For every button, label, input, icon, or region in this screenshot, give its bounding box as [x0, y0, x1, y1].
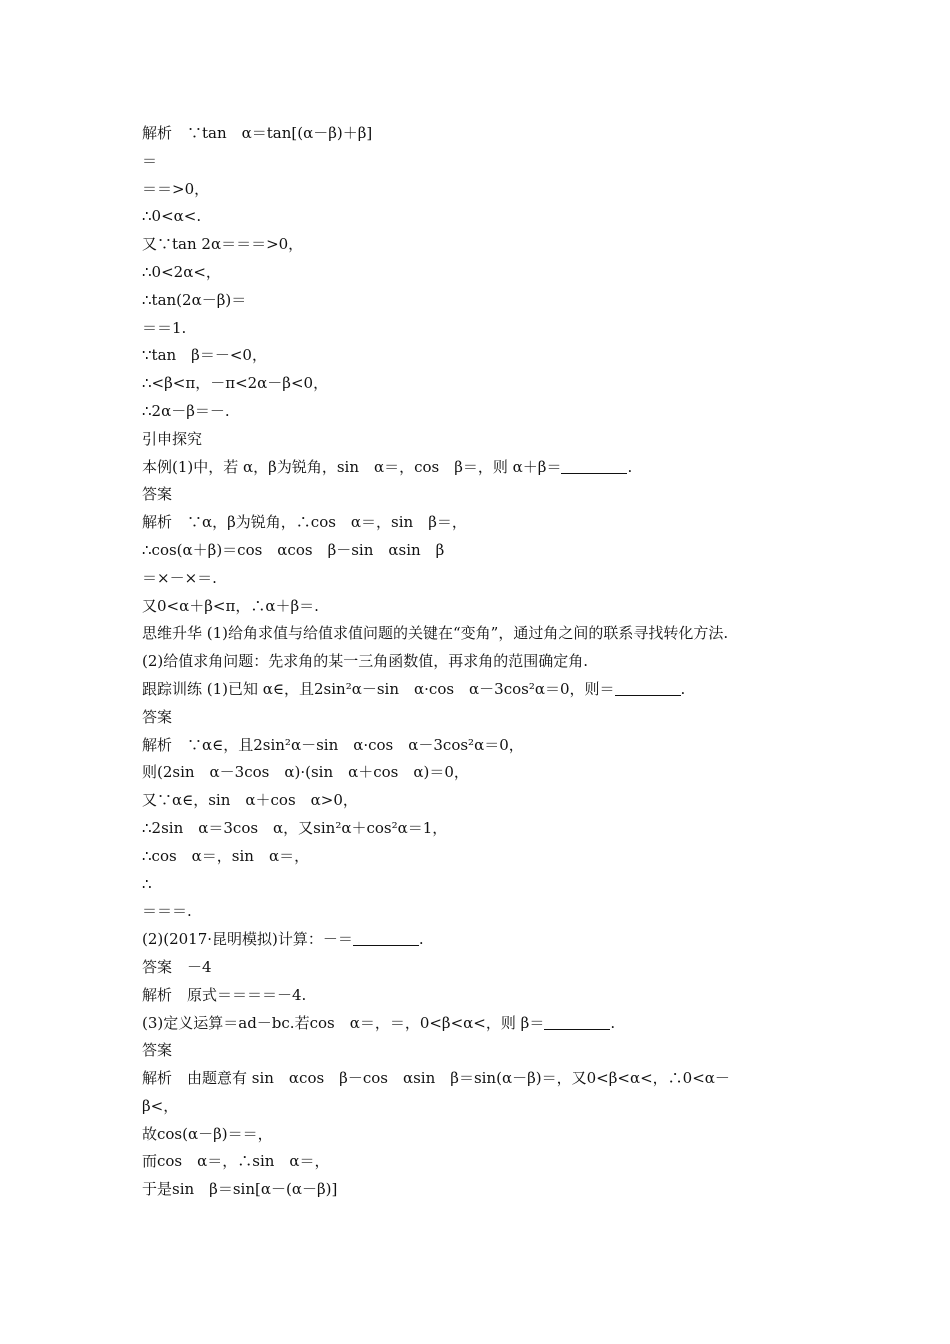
line-text: 答案: [142, 485, 173, 504]
text-line: [142, 259, 822, 287]
text-line: [142, 1010, 822, 1038]
text-line: [142, 704, 822, 732]
line-text: ＝: [142, 151, 158, 170]
line-text: 故cos(α－β)＝＝，: [142, 1124, 273, 1143]
line-text: ∴2α－β＝－.: [142, 401, 230, 420]
answer-blank: [615, 681, 681, 696]
text-line: [142, 342, 822, 370]
text-line: [142, 871, 822, 899]
line-suffix: .: [627, 457, 633, 476]
text-line: [142, 509, 822, 537]
line-text: (2)(2017·昆明模拟)计算：－＝: [142, 930, 353, 949]
text-line: [142, 815, 822, 843]
line-text: 于是sin β＝sin[α－(α－β)]: [142, 1180, 338, 1199]
text-line: [142, 481, 822, 509]
line-text: ∴cos α＝，sin α＝，: [142, 846, 310, 865]
line-text: ∴0<2α<，: [142, 262, 221, 281]
line-text: 解析 ∵α∈，且2sin²α－sin α·cos α－3cos²α＝0，: [142, 735, 524, 754]
text-line: [142, 1176, 822, 1204]
line-text: (3)定义运算＝ad－bc.若cos α＝，＝，0<β<α<，则 β＝: [142, 1013, 545, 1032]
text-line: [142, 759, 822, 787]
line-text: β<，: [142, 1096, 179, 1115]
line-text: ＝＝＝.: [142, 902, 192, 921]
line-text: ∴cos(α＋β)＝cos αcos β－sin αsin β: [142, 540, 445, 559]
line-text: 则(2sin α－3cos α)·(sin α＋cos α)＝0，: [142, 763, 469, 782]
line-text: 答案: [142, 1041, 173, 1060]
text-line: [142, 315, 822, 343]
line-suffix: .: [418, 930, 424, 949]
line-suffix: .: [680, 679, 686, 698]
text-line: [142, 398, 822, 426]
line-text: 答案 －4: [142, 957, 212, 976]
text-line: [142, 676, 822, 704]
line-text: 解析 ∵tan α＝tan[(α－β)＋β]: [142, 124, 373, 142]
text-line: [142, 926, 822, 954]
line-text: ∴2sin α＝3cos α，又sin²α＋cos²α＝1，: [142, 818, 448, 837]
text-line: [142, 1065, 822, 1093]
text-line: [142, 898, 822, 926]
line-text: 又0<α＋β<π，∴α＋β＝.: [142, 596, 319, 615]
line-text: ∴tan(2α－β)＝: [142, 290, 247, 309]
text-line: [142, 287, 822, 315]
text-line: [142, 732, 822, 760]
text-line: [142, 843, 822, 871]
text-line: [142, 454, 822, 482]
text-line: [142, 148, 822, 176]
line-text: ∴0<α<.: [142, 207, 202, 226]
text-line: [142, 620, 822, 648]
text-line: [142, 648, 822, 676]
text-line: [142, 593, 822, 621]
text-line: [142, 426, 822, 454]
line-text: ∴<β<π，－π<2α－β<0，: [142, 374, 329, 393]
line-text: 思维升华 (1)给角求值与给值求值问题的关键在“变角”，通过角之间的联系寻找转化方法.: [142, 624, 729, 643]
line-text: 跟踪训练 (1)已知 α∈，且2sin²α－sin α·cos α－3cos²α＝0，则＝: [142, 679, 615, 698]
line-text: 而cos α＝，∴sin α＝，: [142, 1152, 330, 1171]
text-line: [142, 120, 822, 148]
text-line: [142, 954, 822, 982]
line-text: 引申探究: [142, 429, 203, 448]
line-text: 本例(1)中，若 α，β为锐角，sin α＝，cos β＝，则 α＋β＝: [142, 457, 562, 476]
line-text: 解析 原式＝＝＝＝－4.: [142, 985, 307, 1004]
document-body: [142, 120, 822, 1204]
line-text: ＝×－×＝.: [142, 568, 217, 587]
line-text: 答案: [142, 707, 173, 726]
text-line: [142, 1148, 822, 1176]
line-text: 又∵α∈，sin α＋cos α>0，: [142, 791, 358, 810]
text-line: [142, 231, 822, 259]
text-line: [142, 370, 822, 398]
answer-blank: [544, 1015, 610, 1030]
line-text: ＝＝1.: [142, 318, 187, 337]
text-line: [142, 1037, 822, 1065]
line-text: 解析 ∵α，β为锐角，∴cos α＝，sin β＝，: [142, 513, 467, 532]
line-text: (2)给值求角问题：先求角的某一三角函数值，再求角的范围确定角.: [142, 652, 589, 671]
line-suffix: .: [610, 1013, 616, 1032]
line-text: ∴: [142, 874, 152, 893]
text-line: [142, 1093, 822, 1121]
text-line: [142, 1121, 822, 1149]
line-text: ∵tan β＝－<0，: [142, 346, 267, 365]
line-text: ＝＝>0，: [142, 179, 210, 198]
text-line: [142, 537, 822, 565]
text-line: [142, 982, 822, 1010]
text-line: [142, 787, 822, 815]
line-text: 解析 由题意有 sin αcos β－cos αsin β＝sin(α－β)＝，又0<β<α<，∴0<α－: [142, 1069, 730, 1088]
answer-blank: [561, 459, 627, 474]
text-line: [142, 203, 822, 231]
text-line: [142, 176, 822, 204]
line-text: 又∵tan 2α＝＝＝>0，: [142, 235, 304, 254]
text-line: [142, 565, 822, 593]
answer-blank: [353, 931, 419, 946]
